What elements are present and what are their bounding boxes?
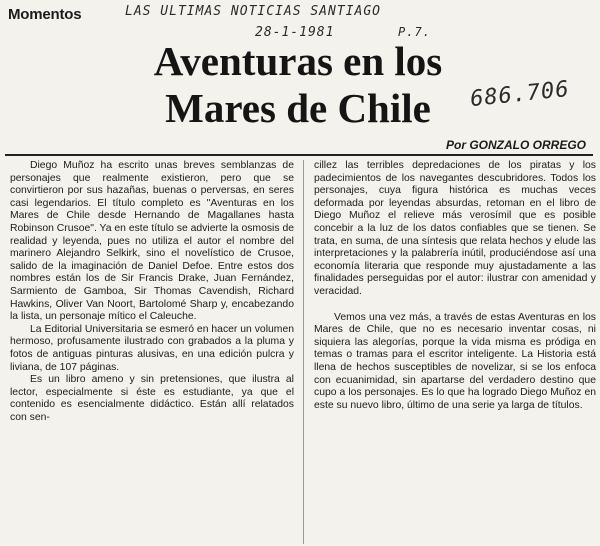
column-divider xyxy=(303,160,304,544)
handwritten-page: P.7. xyxy=(398,25,431,39)
article-column-left xyxy=(10,160,294,424)
paragraph: La Editorial Universitaria se esmeró en hacer un volumen hermoso, profusamente ilustrado con grabados a la pluma y fotos de antiguas pinturas alusivas, en una edición pulcra y liviana, de 107 páginas. xyxy=(10,323,294,373)
handwritten-source-note: LAS ULTIMAS NOTICIAS SANTIAGO xyxy=(125,4,381,19)
handwritten-date: 28-1-1981 xyxy=(255,25,335,40)
handwritten-reference-number: 686.706 xyxy=(468,76,571,113)
paragraph: cillez las terribles depredaciones de los piratas y los padecimientos de los navegantes descubridores. Todos los personajes, cuya figura histórica es muchas veces deformada por leyendas absurdas, retoman en el libro de Diego Muñoz el relieve más verosímil que es posible concebir a la luz de los datos confiables que se tienen. Se trata, en suma, de una síntesis que relata hechos y elude las interpretaciones y la palabrería inútil, produciéndose así una economía literaria que responde muy ajustadamente a las finalidades perseguidas por el autor: ilustrar con amenidad y veracidad. xyxy=(314,160,596,297)
paragraph: Vemos una vez más, a través de estas Aventuras en los Mares de Chile, que no es necesario inventar cosas, ni siquiera las alegorías, porque la vida misma es pródiga en temas o tramas para el escritor inteligente. La Historia está llena de hechos susceptibles de novelizar, si se los enfoca con ecuanimidad, sin apartarse del verdadero destino que cupo a los personajes. Es lo que ha logrado Diego Muñoz en este su nuevo libro, último de una serie ya larga de títulos. xyxy=(314,311,596,411)
article-column-right xyxy=(314,160,596,412)
paragraph: Es un libro ameno y sin pretensiones, que ilustra al lector, especialmente si éste es estudiante, ya que el contenido es esencialmente didáctico. Están allí relatados con sen- xyxy=(10,374,294,423)
article-title: Aventuras en los Mares de Chile xyxy=(153,38,443,131)
article-byline: Por GONZALO ORREGO xyxy=(445,138,586,152)
section-label: Momentos xyxy=(8,6,82,23)
title-rule xyxy=(5,154,593,156)
paragraph: Diego Muñoz ha escrito unas breves semblanzas de personajes que realmente existieron, pero que se convirtieron por sus hazañas, buenas o perversas, en seres casi legendarios. El título completo es "Aventuras en los Mares de Chile desde Hernando de Magallanes hasta Robinson Crusoe". Ya en este título se advierte la osmosis de realidad y leyenda, pues no utiliza el autor el nombre del marinero Alejandro Selkirk, sino el novelístico de Crusoe, salido de la imaginación de Daniel Defoe. Entre estos dos nombres están los de Sir Francis Drake, Juan Fernández, Sarmiento de Gamboa, Sir Thomas Cavendish, Richard Hawkins, Oliver Van Noort, Bartolomé Sharp y, encabezando la lista, un personaje mítico el Caleuche. xyxy=(10,160,295,323)
